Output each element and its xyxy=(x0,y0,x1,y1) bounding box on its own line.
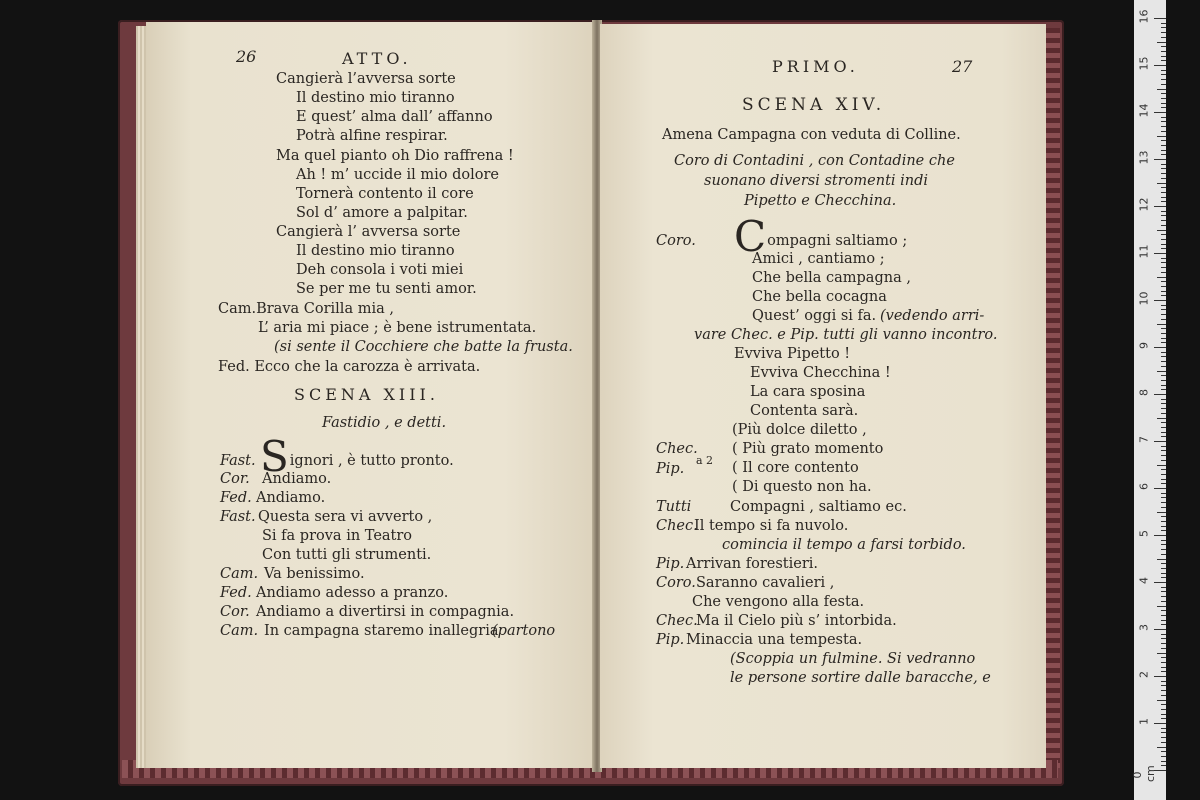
ruler-tick-minor xyxy=(1161,117,1166,118)
ruler-tick-minor xyxy=(1157,371,1166,372)
stage-direction: le persone sortire dalle baracche, e xyxy=(730,670,991,686)
ruler-tick-minor xyxy=(1157,700,1166,701)
ruler-tick-minor xyxy=(1161,385,1166,386)
ruler-tick-minor xyxy=(1161,305,1166,306)
text-line: Arrivan forestieri. xyxy=(686,556,819,572)
ruler-label: 0 cm xyxy=(1131,765,1157,782)
ruler-tick-minor xyxy=(1157,747,1166,748)
ruler-tick-minor xyxy=(1157,512,1166,513)
ruler-tick-minor xyxy=(1161,413,1166,414)
ruler-tick-minor xyxy=(1157,89,1166,90)
ruler-tick-minor xyxy=(1161,131,1166,132)
ruler-tick-minor xyxy=(1161,690,1166,691)
ruler-tick-minor xyxy=(1161,596,1166,597)
text-line: Fed. Ecco che la carozza è arrivata. xyxy=(218,359,481,375)
ruler-tick-minor xyxy=(1161,483,1166,484)
text-line: E quest’ alma dall’ affanno xyxy=(296,109,493,125)
ruler-tick-minor xyxy=(1161,168,1166,169)
ruler-tick-minor xyxy=(1157,465,1166,466)
ruler-label: 2 xyxy=(1137,671,1151,678)
ruler-label: 3 xyxy=(1137,624,1151,631)
speaker-label: Pip. xyxy=(656,461,685,477)
scene-heading: SCENA XIV. xyxy=(742,95,886,115)
speaker-label: Tutti xyxy=(656,499,692,515)
ruler-tick-minor xyxy=(1161,319,1166,320)
duet-mark: a 2 xyxy=(696,454,714,467)
ruler-tick-minor xyxy=(1161,286,1166,287)
text-line: Che bella cocagna xyxy=(752,289,887,305)
ruler-label: 16 xyxy=(1137,9,1151,24)
ruler-label: 13 xyxy=(1137,150,1151,165)
ruler-tick-minor xyxy=(1161,150,1166,151)
ruler-tick-minor xyxy=(1161,591,1166,592)
ruler-label: 5 xyxy=(1137,530,1151,537)
ruler-tick-minor xyxy=(1161,51,1166,52)
ruler-tick-major xyxy=(1154,159,1166,160)
text-line: Ma quel pianto oh Dio raffrena ! xyxy=(276,148,514,164)
speaker-label: Chec. xyxy=(656,518,698,534)
text-line: ompagni saltiamo ; xyxy=(767,233,908,249)
ruler-tick-minor xyxy=(1161,201,1166,202)
text-line: Il destino mio tiranno xyxy=(296,90,455,106)
text-line: Ah ! m’ uccide il mio dolore xyxy=(296,167,500,183)
ruler-tick-minor xyxy=(1161,695,1166,696)
speaker-label: Cor. xyxy=(220,471,250,487)
stage-direction: (vedendo arri- xyxy=(880,308,985,324)
ruler-tick-minor xyxy=(1161,366,1166,367)
ruler-tick-minor xyxy=(1161,436,1166,437)
text-line: Il tempo si fa nuvolo. xyxy=(694,518,849,534)
speaker-label: Coro. xyxy=(656,575,696,591)
ruler-tick-minor xyxy=(1161,643,1166,644)
ruler-tick-minor xyxy=(1161,258,1166,259)
ruler-tick-major xyxy=(1154,441,1166,442)
ruler-tick-minor xyxy=(1161,657,1166,658)
ruler-tick-minor xyxy=(1161,239,1166,240)
ruler-tick-minor xyxy=(1157,653,1166,654)
ruler-tick-minor xyxy=(1161,615,1166,616)
ruler-tick-minor xyxy=(1161,460,1166,461)
ruler-tick-minor xyxy=(1161,530,1166,531)
ruler-tick-minor xyxy=(1161,98,1166,99)
speaker-label: Fed. xyxy=(220,585,252,601)
ruler-tick-minor xyxy=(1161,37,1166,38)
speaker-label: Chec. xyxy=(656,441,698,457)
ruler-tick-major xyxy=(1154,629,1166,630)
ruler-tick-minor xyxy=(1161,728,1166,729)
text-line: Evviva Checchina ! xyxy=(750,365,891,381)
text-line: Questa sera vi avverto , xyxy=(258,509,433,525)
speaker-label: Chec. xyxy=(656,613,698,629)
ruler-label: 7 xyxy=(1137,436,1151,443)
ruler-tick-minor xyxy=(1161,225,1166,226)
text-line: Che vengono alla festa. xyxy=(692,594,865,610)
ruler-tick-minor xyxy=(1157,230,1166,231)
ruler-tick-major xyxy=(1154,300,1166,301)
ruler-tick-minor xyxy=(1161,328,1166,329)
ruler-tick-minor xyxy=(1161,624,1166,625)
ruler-tick-minor xyxy=(1161,56,1166,57)
ruler-tick-minor xyxy=(1161,408,1166,409)
ruler-tick-minor xyxy=(1157,606,1166,607)
scene-heading: SCENA XIII. xyxy=(294,385,439,404)
ruler-tick-minor xyxy=(1161,761,1166,762)
ruler-tick-minor xyxy=(1157,559,1166,560)
ruler-tick-minor xyxy=(1161,714,1166,715)
text-line: Contenta sarà. xyxy=(750,403,859,419)
text-line: Andiamo adesso a pranzo. xyxy=(256,585,449,601)
speaker-label: Cam. xyxy=(220,623,259,639)
ruler-tick-minor xyxy=(1161,648,1166,649)
ruler-tick-minor xyxy=(1161,469,1166,470)
ruler-tick-minor xyxy=(1161,295,1166,296)
ruler-tick-minor xyxy=(1161,549,1166,550)
ruler-tick-minor xyxy=(1161,502,1166,503)
text-line: Andiamo a divertirsi in compagnia. xyxy=(256,604,515,620)
ruler-tick-minor xyxy=(1161,314,1166,315)
ruler-tick-minor xyxy=(1161,765,1166,766)
text-line: Evviva Pipetto ! xyxy=(734,346,851,362)
speaker-label: Pip. xyxy=(656,632,685,648)
text-line: Saranno cavalieri , xyxy=(696,575,835,591)
text-line: Che bella campagna , xyxy=(752,270,911,286)
ruler-tick-minor xyxy=(1161,587,1166,588)
speaker-label: Coro. xyxy=(656,233,696,249)
scene-description: Coro di Contadini , con Contadine che xyxy=(674,153,955,169)
ruler-tick-minor xyxy=(1161,577,1166,578)
text-line: ( Di questo non ha. xyxy=(732,479,872,495)
ruler-tick-minor xyxy=(1161,145,1166,146)
ruler-tick-minor xyxy=(1161,540,1166,541)
ruler-tick-minor xyxy=(1161,234,1166,235)
ruler-tick-major xyxy=(1154,65,1166,66)
ruler-tick-minor xyxy=(1161,737,1166,738)
speaker-label: Fed. xyxy=(220,490,252,506)
ruler-tick-minor xyxy=(1161,356,1166,357)
ruler-tick-minor xyxy=(1161,568,1166,569)
ruler-tick-minor xyxy=(1161,79,1166,80)
ruler-tick-major xyxy=(1154,394,1166,395)
text-line: ( Più grato momento xyxy=(732,441,884,457)
ruler-label: 8 xyxy=(1137,389,1151,396)
stage-direction: (partono xyxy=(492,623,556,639)
ruler-tick-minor xyxy=(1161,342,1166,343)
text-line: (Più dolce diletto , xyxy=(732,422,867,438)
ruler-tick-minor xyxy=(1161,220,1166,221)
text-line: Ma il Cielo più s’ intorbida. xyxy=(696,613,897,629)
text-line: Tornerà contento il core xyxy=(296,186,474,202)
ruler-tick-major xyxy=(1154,676,1166,677)
ruler-tick-minor xyxy=(1161,352,1166,353)
ruler-tick-minor xyxy=(1161,27,1166,28)
ruler-tick-minor xyxy=(1161,685,1166,686)
text-line: ( Il core contento xyxy=(732,460,859,476)
text-line: Quest’ oggi si fa. xyxy=(752,308,877,324)
stage-direction: comincia il tempo a farsi torbido. xyxy=(722,537,966,553)
ruler-tick-minor xyxy=(1161,446,1166,447)
running-header-left: ATTO. xyxy=(342,49,412,68)
ruler-tick-major xyxy=(1154,347,1166,348)
text-line: Potrà alfine respirar. xyxy=(296,128,448,144)
ruler-tick-major xyxy=(1154,488,1166,489)
ruler-tick-major xyxy=(1154,112,1166,113)
ruler-tick-minor xyxy=(1161,309,1166,310)
left-page xyxy=(146,22,594,768)
ruler-tick-minor xyxy=(1161,267,1166,268)
ruler-tick-minor xyxy=(1161,192,1166,193)
ruler-tick-minor xyxy=(1161,32,1166,33)
ruler-tick-minor xyxy=(1161,93,1166,94)
text-line: Il destino mio tiranno xyxy=(296,243,455,259)
ruler-tick-minor xyxy=(1161,291,1166,292)
ruler-tick-minor xyxy=(1161,704,1166,705)
ruler-label: 1 xyxy=(1137,718,1151,725)
ruler-tick-minor xyxy=(1161,60,1166,61)
ruler-label: 9 xyxy=(1137,342,1151,349)
text-line: Andiamo. xyxy=(256,490,326,506)
ruler-tick-minor xyxy=(1161,178,1166,179)
ruler-tick-minor xyxy=(1161,215,1166,216)
ruler-tick-minor xyxy=(1161,455,1166,456)
text-line: Cam.Brava Corilla mia , xyxy=(218,301,394,317)
speaker-label: Fast. xyxy=(220,453,256,469)
ruler-tick-minor xyxy=(1161,74,1166,75)
speaker-label: Pip. xyxy=(656,556,685,572)
ruler-tick-minor xyxy=(1161,140,1166,141)
ruler-tick-minor xyxy=(1161,121,1166,122)
ruler-tick-minor xyxy=(1161,479,1166,480)
ruler-tick-minor xyxy=(1161,638,1166,639)
ruler-tick-minor xyxy=(1161,521,1166,522)
ruler-tick-minor xyxy=(1161,516,1166,517)
stage-direction: vare Chec. e Pip. tutti gli vanno incontro. xyxy=(694,327,998,343)
ruler-tick-minor xyxy=(1161,380,1166,381)
ruler-label: 11 xyxy=(1137,244,1151,259)
right-page xyxy=(600,24,1046,768)
ruler-tick-minor xyxy=(1157,277,1166,278)
text-line: Se per me tu senti amor. xyxy=(296,281,477,297)
ruler-tick-minor xyxy=(1161,23,1166,24)
ruler-tick-minor xyxy=(1157,136,1166,137)
running-header-right: PRIMO. xyxy=(772,57,859,76)
scene-description: suonano diversi stromenti indi xyxy=(704,173,929,189)
ruler-tick-minor xyxy=(1161,601,1166,602)
ruler-tick-minor xyxy=(1161,709,1166,710)
stage-direction: (si sente il Cocchiere che batte la frusta. xyxy=(274,339,573,355)
ruler-label: 15 xyxy=(1137,56,1151,71)
ruler-tick-minor xyxy=(1161,450,1166,451)
ruler-label: 12 xyxy=(1137,197,1151,212)
ruler-tick-major xyxy=(1154,253,1166,254)
ruler-tick-minor xyxy=(1161,262,1166,263)
ruler-tick-minor xyxy=(1157,418,1166,419)
ruler-label: 6 xyxy=(1137,483,1151,490)
text-line: Deh consola i voti miei xyxy=(296,262,464,278)
drop-cap: S xyxy=(260,432,289,481)
ruler-tick-minor xyxy=(1161,756,1166,757)
ruler-tick-minor xyxy=(1161,422,1166,423)
text-line: L’ aria mi piace ; è bene istrumentata. xyxy=(258,320,537,336)
ruler-tick-minor xyxy=(1161,154,1166,155)
ruler-tick-minor xyxy=(1161,671,1166,672)
ruler-tick-minor xyxy=(1161,432,1166,433)
ruler-tick-minor xyxy=(1161,389,1166,390)
ruler-tick-minor xyxy=(1161,718,1166,719)
ruler-tick-minor xyxy=(1161,662,1166,663)
ruler-tick-minor xyxy=(1161,610,1166,611)
ruler-tick-minor xyxy=(1161,403,1166,404)
ruler-tick-minor xyxy=(1161,197,1166,198)
text-line: Amici , cantiamo ; xyxy=(752,251,885,267)
ruler-tick-minor xyxy=(1161,281,1166,282)
ruler-tick-minor xyxy=(1161,563,1166,564)
ruler-tick-minor xyxy=(1161,187,1166,188)
speaker-label: Cam. xyxy=(220,566,259,582)
ruler-tick-minor xyxy=(1161,84,1166,85)
ruler-tick-minor xyxy=(1157,324,1166,325)
text-line: Compagni , saltiamo ec. xyxy=(730,499,907,515)
ruler-tick-minor xyxy=(1161,474,1166,475)
ruler-tick-minor xyxy=(1161,103,1166,104)
ruler-tick-minor xyxy=(1161,107,1166,108)
scene-characters: Fastidio , e detti. xyxy=(322,415,447,431)
ruler-tick-minor xyxy=(1161,732,1166,733)
text-line: In campagna staremo inallegria xyxy=(264,623,499,639)
ruler-tick-minor xyxy=(1157,183,1166,184)
text-line: Con tutti gli strumenti. xyxy=(262,547,432,563)
ruler-tick-major xyxy=(1154,206,1166,207)
ruler-tick-minor xyxy=(1161,620,1166,621)
ruler-tick-minor xyxy=(1157,42,1166,43)
ruler-tick-minor xyxy=(1161,375,1166,376)
ruler-tick-minor xyxy=(1161,399,1166,400)
text-line: Minaccia una tempesta. xyxy=(686,632,863,648)
ruler-label: 4 xyxy=(1137,577,1151,584)
text-line: La cara sposina xyxy=(750,384,866,400)
speaker-label: Fast. xyxy=(220,509,256,525)
ruler-tick-minor xyxy=(1161,244,1166,245)
text-line: Andiamo. xyxy=(262,471,332,487)
ruler-tick-minor xyxy=(1161,211,1166,212)
ruler-tick-minor xyxy=(1161,526,1166,527)
scene-setting: Amena Campagna con veduta di Colline. xyxy=(662,127,961,143)
text-line: Sol d’ amore a palpitar. xyxy=(296,205,468,221)
ruler-tick-minor xyxy=(1161,333,1166,334)
ruler-tick-minor xyxy=(1161,751,1166,752)
ruler-label: 14 xyxy=(1137,103,1151,118)
ruler-tick-minor xyxy=(1161,554,1166,555)
ruler-tick-minor xyxy=(1161,46,1166,47)
text-line: ignori , è tutto pronto. xyxy=(289,453,454,469)
ruler-tick-minor xyxy=(1161,493,1166,494)
ruler-tick-minor xyxy=(1161,70,1166,71)
ruler-tick-minor xyxy=(1161,573,1166,574)
ruler-tick-minor xyxy=(1161,272,1166,273)
stage-direction: (Scoppia un fulmine. Si vedranno xyxy=(730,651,976,667)
ruler-tick-minor xyxy=(1161,681,1166,682)
ruler-tick-minor xyxy=(1161,634,1166,635)
ruler-tick-minor xyxy=(1161,667,1166,668)
ruler-tick-minor xyxy=(1161,338,1166,339)
ruler-tick-minor xyxy=(1161,427,1166,428)
drop-cap: C xyxy=(734,212,767,261)
ruler-tick-major xyxy=(1154,582,1166,583)
ruler-tick-minor xyxy=(1161,497,1166,498)
measurement-ruler xyxy=(1131,0,1166,800)
ruler-tick-minor xyxy=(1161,742,1166,743)
text-line: Va benissimo. xyxy=(264,566,365,582)
ruler-tick-minor xyxy=(1161,164,1166,165)
text-line: Cangierà l’avversa sorte xyxy=(276,71,456,87)
speaker-label: Cor. xyxy=(220,604,250,620)
ruler-tick-major xyxy=(1154,723,1166,724)
text-line: Si fa prova in Teatro xyxy=(262,528,413,544)
ruler-tick-minor xyxy=(1161,507,1166,508)
ruler-tick-minor xyxy=(1161,173,1166,174)
text-line: Cangierà l’ avversa sorte xyxy=(276,224,461,240)
scene-description: Pipetto e Checchina. xyxy=(744,193,897,209)
ruler-tick-minor xyxy=(1161,126,1166,127)
ruler-tick-major xyxy=(1154,18,1166,19)
ruler-tick-minor xyxy=(1161,248,1166,249)
ruler-tick-major xyxy=(1154,535,1166,536)
ruler-tick-minor xyxy=(1161,544,1166,545)
ruler-tick-minor xyxy=(1161,361,1166,362)
ruler-label: 10 xyxy=(1137,291,1151,306)
page-number-left: 26 xyxy=(236,47,257,66)
page-number-right: 27 xyxy=(952,57,973,76)
